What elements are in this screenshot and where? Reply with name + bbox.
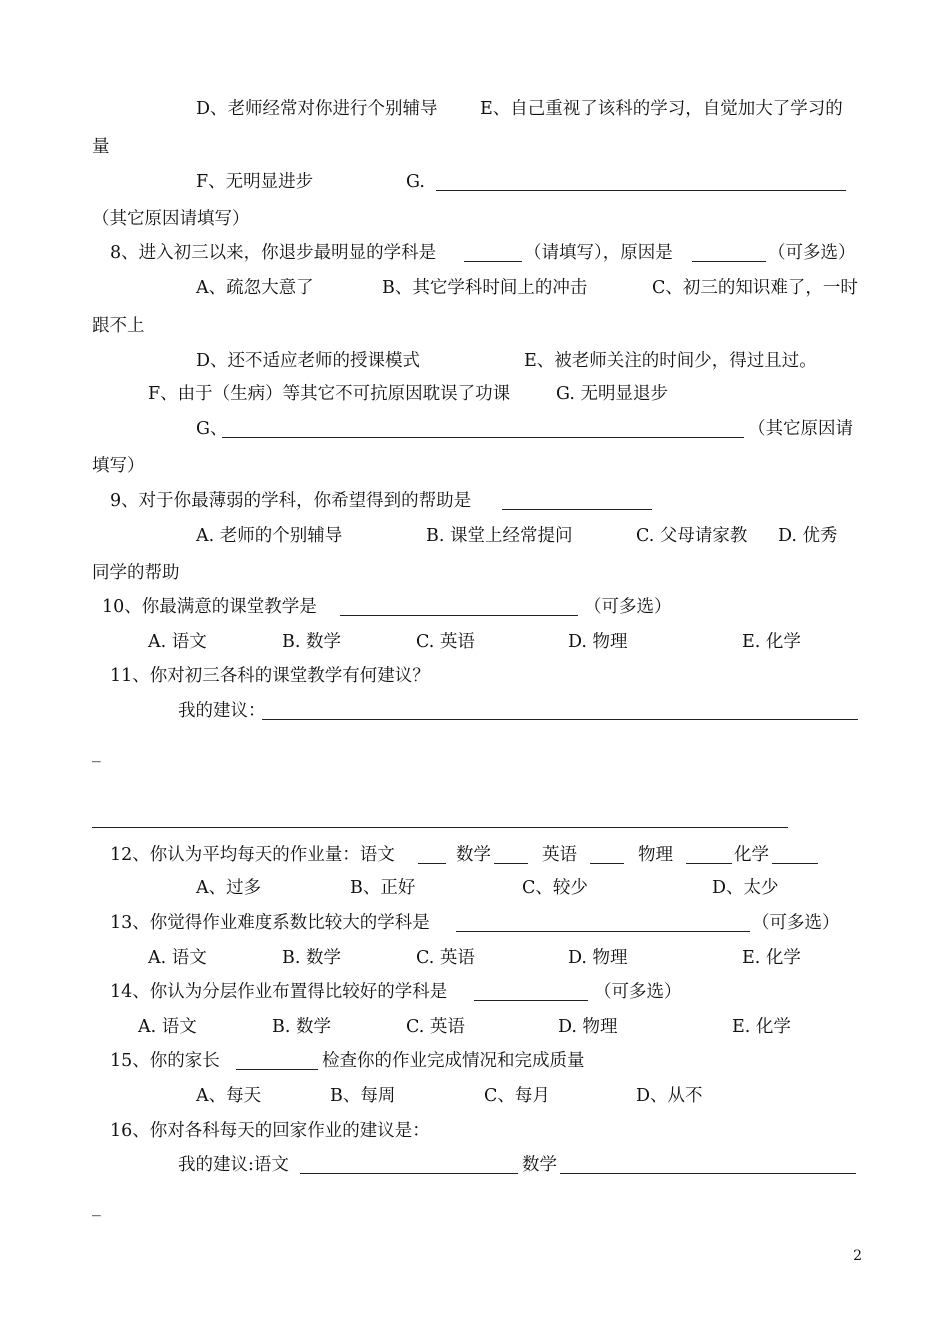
multi-select-note: （可多选） — [768, 243, 856, 263]
option-b: B. 数学 — [272, 1017, 331, 1037]
option-b: B、正好 — [350, 878, 416, 898]
option-c: C. 父母请家教 — [636, 526, 748, 546]
option-b: B、每周 — [330, 1086, 396, 1106]
other-reason-note: （其它原因请 — [748, 419, 853, 439]
option-a: A、每天 — [196, 1086, 262, 1106]
option-a: A、疏忽大意了 — [196, 278, 314, 298]
option-d: D、老师经常对你进行个别辅导 — [196, 99, 438, 119]
option-a: A. 老师的个别辅导 — [196, 526, 343, 546]
option-b: B. 课堂上经常提问 — [426, 526, 573, 546]
blank-suggestion[interactable] — [262, 719, 858, 720]
multi-select-note: （可多选） — [584, 597, 672, 617]
question-13: 13、你觉得作业难度系数比较大的学科是 — [110, 913, 430, 933]
question-16: 16、你对各科每天的回家作业的建议是： — [110, 1121, 430, 1141]
option-c: C、初三的知识难了，一时 — [652, 278, 858, 298]
option-b: B. 数学 — [282, 948, 341, 968]
other-reason-note: （其它原因请填写） — [92, 209, 250, 229]
option-b: B. 数学 — [282, 632, 341, 652]
suggestion-label: 我的建议： — [178, 701, 266, 721]
multi-select-note: （可多选） — [594, 982, 682, 1002]
page-number: 2 — [853, 1248, 862, 1264]
question-8: 8、进入初三以来，你退步最明显的学科是 — [110, 243, 437, 263]
subject-math: 数学 — [456, 845, 491, 865]
option-a: A. 语文 — [148, 632, 207, 652]
blank-english[interactable] — [590, 863, 624, 864]
option-c: C. 英语 — [406, 1017, 465, 1037]
suggestion-chinese-label: 我的建议:语文 — [178, 1155, 289, 1175]
question-12: 12、你认为平均每天的作业量：语文 — [110, 845, 395, 865]
blank-physics[interactable] — [686, 863, 732, 864]
blank-chemistry[interactable] — [772, 863, 818, 864]
option-e: E. 化学 — [742, 632, 801, 652]
blank-help[interactable] — [502, 509, 652, 510]
question-15: 15、你的家长 — [110, 1051, 220, 1071]
option-c: C、每月 — [484, 1086, 550, 1106]
blank-math-suggestion[interactable] — [560, 1173, 856, 1174]
blank-satisfied-subject[interactable] — [340, 615, 578, 616]
option-g-other: G、 — [196, 419, 228, 439]
blank-subject[interactable] — [464, 261, 522, 262]
question-10: 10、你最满意的课堂教学是 — [102, 597, 317, 617]
blank-parent-check[interactable] — [236, 1069, 318, 1070]
question-14: 14、你认为分层作业布置得比较好的学科是 — [110, 982, 448, 1002]
option-b: B、其它学科时间上的冲击 — [382, 278, 588, 298]
option-a: A. 语文 — [138, 1017, 197, 1037]
option-d: D. 物理 — [568, 632, 628, 652]
option-e-wrap: 量 — [92, 137, 110, 157]
question-11: 11、你对初三各科的课堂教学有何建议？ — [110, 666, 430, 686]
blank-math[interactable] — [494, 863, 528, 864]
line-continuation: _ — [92, 1197, 101, 1217]
option-c: C、较少 — [522, 878, 588, 898]
option-g: G. 无明显退步 — [556, 384, 668, 404]
option-e: E. 化学 — [742, 948, 801, 968]
blank-layered-homework[interactable] — [474, 1000, 588, 1001]
option-e: E、自己重视了该科的学习，自觉加大了学习的 — [480, 99, 843, 119]
option-d: D. 物理 — [558, 1017, 618, 1037]
blank-reason[interactable] — [692, 261, 766, 262]
option-d: D. 物理 — [568, 948, 628, 968]
multi-select-note: （可多选） — [752, 913, 840, 933]
option-e: E. 化学 — [732, 1017, 791, 1037]
option-d: D. 优秀 — [778, 526, 838, 546]
subject-english: 英语 — [542, 845, 577, 865]
subject-chemistry: 化学 — [734, 845, 769, 865]
option-c: C. 英语 — [416, 632, 475, 652]
line-continuation: _ — [92, 743, 101, 763]
option-d: D、从不 — [636, 1086, 703, 1106]
option-d: D、还不适应老师的授课模式 — [196, 351, 421, 371]
option-d: D、太少 — [712, 878, 779, 898]
blank-suggestion-line-2[interactable] — [92, 827, 788, 828]
suggestion-math-label: 数学 — [522, 1155, 557, 1175]
option-f: F、无明显进步 — [196, 172, 314, 192]
question-9: 9、对于你最薄弱的学科，你希望得到的帮助是 — [110, 491, 472, 511]
blank-difficult-subject[interactable] — [456, 931, 750, 932]
option-e: E、被老师关注的时间少，得过且过。 — [524, 351, 817, 371]
subject-physics: 物理 — [638, 845, 673, 865]
blank-chinese-suggestion[interactable] — [300, 1173, 518, 1174]
other-reason-note-wrap: 填写） — [92, 456, 145, 476]
option-d-wrap: 同学的帮助 — [92, 563, 180, 583]
blank-chinese[interactable] — [418, 863, 446, 864]
blank-other-reason[interactable] — [222, 437, 744, 438]
blank-other-reason[interactable] — [436, 190, 846, 191]
option-f: F、由于（生病）等其它不可抗原因耽误了功课 — [148, 384, 511, 404]
option-a: A. 语文 — [148, 948, 207, 968]
option-c: C. 英语 — [416, 948, 475, 968]
option-a: A、过多 — [196, 878, 262, 898]
question-15-rest: 检查你的作业完成情况和完成质量 — [322, 1051, 585, 1071]
question-8-reason: （请填写），原因是 — [524, 243, 673, 263]
option-c-wrap: 跟不上 — [92, 316, 145, 336]
option-g: G. — [406, 172, 425, 192]
